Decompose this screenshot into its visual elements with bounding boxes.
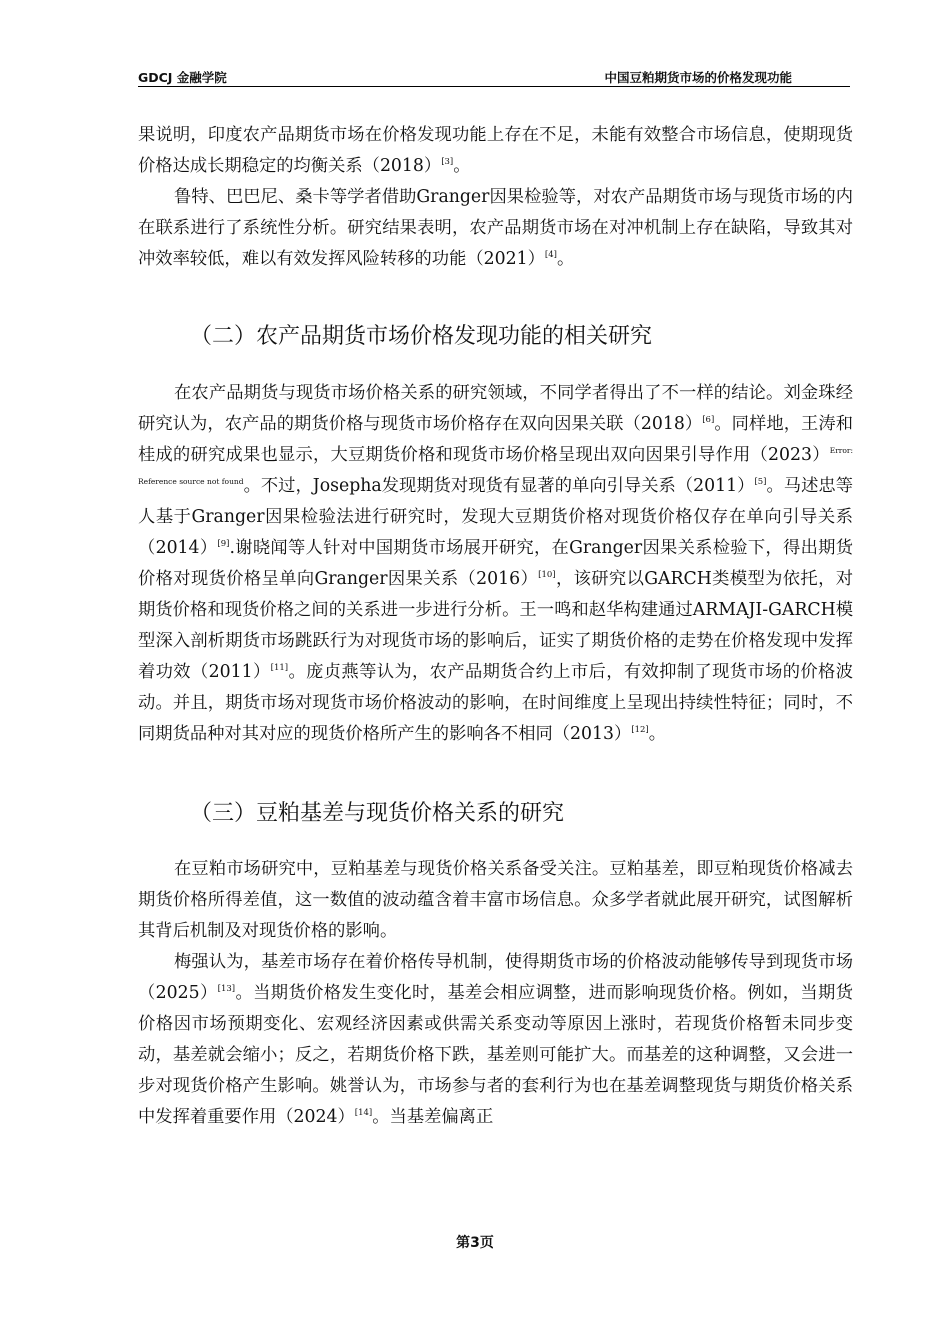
citation[interactable]: [9] [217,539,230,549]
paragraph-2: 鲁特、巴巴尼、桑卡等学者借助Granger因果检验等，对农产品期货市场与现货市场的内在联系进行了系统性分析。研究结果表明，农产品期货市场在对冲机制上存在缺陷，导致其对冲效率较低，难以有效发挥风险转移的功能（2021）[4]。 [138,187,853,269]
citation[interactable]: [3] [441,157,454,167]
citation[interactable]: [12] [631,725,649,735]
citation[interactable]: [14] [354,1108,373,1118]
citation[interactable]: [13] [217,984,236,994]
page-number: 第3页 [456,1235,494,1251]
section-heading-3: （三）豆粕基差与现货价格关系的研究 [190,801,565,826]
paragraph-1: 果说明，印度农产品期货市场在价格发现功能上存在不足，未能有效整合市场信息，使期现货价格达成长期稳定的均衡关系（2018）[3]。 [138,125,853,176]
section-heading-2: （二）农产品期货市场价格发现功能的相关研究 [190,324,653,349]
paragraph-4: 在豆粕市场研究中，豆粕基差与现货价格关系备受关注。豆粕基差，即豆粕现货价格减去期货价格所得差值，这一数值的波动蕴含着丰富市场信息。众多学者就此展开研究，试图解析其背后机制及对现货价格的影响。 [138,859,853,941]
citation-error[interactable]: Error: Reference source not found [138,446,853,486]
citation[interactable]: [10] [538,570,556,580]
header-institution: GDCJ 金融学院 [138,70,227,85]
header-title: 中国豆粕期货市场的价格发现功能 [604,70,792,85]
citation[interactable]: [5] [754,477,767,487]
paragraph-5: 梅强认为，基差市场存在着价格传导机制，使得期货市场的价格波动能够传导到现货市场（2025）[13]。当期货价格发生变化时，基差会相应调整，进而影响现货价格。例如，当期货价格因市场预期变化、宏观经济因素或供需关系变动等原因上涨时，若现货价格暂未同步变动，基差就会缩小；反之，若期货价格下跌，基差则可能扩大。而基差的这种调整，又会进一步对现货价格产生影响。姚誉认为，市场参与者的套利行为也在基差调整现货与期货价格关系中发挥着重要作用（2024）[14]。当基差偏离正 [138,952,853,1127]
paragraph-3: 在农产品期货与现货市场价格关系的研究领域，不同学者得出了不一样的结论。刘金珠经研究认为，农产品的期货价格与现货市场价格存在双向因果关联（2018）[6]。同样地，王涛和桂成的研究成果也显示，大豆期货价格和现货市场价格呈现出双向因果引导作用$(2023)^{Error: Reference source not found}$。不过，Josepha发现期货对现货有显著的单向引导关系（2011）[5]。马述忠等人基于Granger因果检验法进行研究时，发现大豆期货价格对现货价格仅存在单向引导关系（2014）[9].谢晓闻等人针对中国期货市场展开研究，在Granger因果关系检验下，得出期货价格对现货价格呈单向Granger因果关系（2016）[10]，该研究以GARCH类模型为依托，对期货价格和现货价格之间的关系进一步进行分析。王一鸣和赵华构建通过ARMAJI-GARCH模型深入剖析期货市场跳跃行为对现货市场的影响后，证实了期货价格的走势在价格发现中发挥着功效（2011）[11]。庞贞燕等认为，农产品期货合约上市后，有效抑制了现货市场的价格波动。并且，期货市场对现货市场价格波动的影响，在时间维度上呈现出持续性特征；同时，不同期货品种对其对应的现货价格所产生的影响各不相同（2013）[12]。 [138,383,854,744]
citation[interactable]: [6] [702,415,715,425]
page-header [138,66,850,87]
citation[interactable]: [11] [270,663,289,673]
citation[interactable]: [4] [544,250,557,260]
page-body [138,120,853,1133]
